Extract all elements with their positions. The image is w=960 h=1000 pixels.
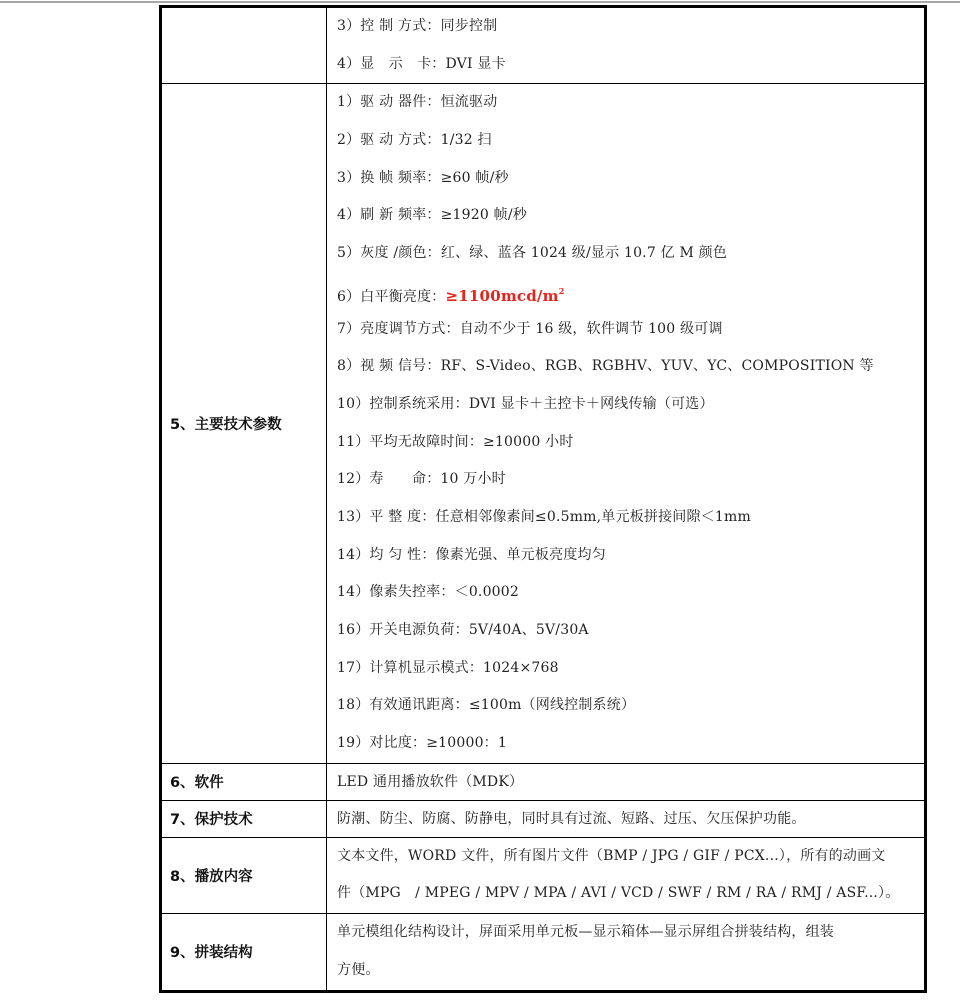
spec-line: 7）亮度调节方式：自动不少于 16 级，软件调节 100 级可调 [337,320,723,337]
spec-line: 方便。 [337,961,380,978]
spec-line: 14）均 匀 性：像素光强、单元板亮度均匀 [337,546,606,563]
superscript-exponent: 2 [558,285,565,296]
spec-line: 19）对比度：≥10000：1 [337,735,507,752]
row-value [327,84,926,763]
table-row [161,914,926,991]
row-label: 7、保护技术 [161,800,327,837]
spec-line: 17）计算机显示模式：1024×768 [337,659,559,676]
row-value [327,837,926,913]
table-row [161,837,926,913]
spec-line: 3）控 制 方式：同步控制 [337,18,498,34]
spec-line: 18）有效通讯距离：≤100m（网线控制系统） [337,697,636,714]
spec-line: 防潮、防尘、防腐、防静电，同时具有过流、短路、过压、欠压保护功能。 [337,810,806,827]
row-label: 8、播放内容 [161,837,327,913]
table-row [161,7,926,84]
spec-line: 8）视 频 信号：RF、S-Video、RGB、RGBHV、YUV、YC、COMPOSITION 等 [337,358,874,375]
table-row [161,800,926,837]
spec-line: 4）显 示 卡：DVI 显卡 [337,55,506,72]
spec-table [159,5,927,993]
spec-line: 2）驱 动 方式：1/32 扫 [337,132,492,149]
table-row [161,763,926,800]
spec-line-label: 6）白平衡亮度： [337,288,446,305]
spec-line-white-balance [337,273,918,311]
row-value [327,800,926,837]
row-value [327,763,926,800]
spec-line: 3）换 帧 频率：≥60 帧/秒 [337,169,509,186]
spec-line: 文本文件，WORD 文件，所有图片文件（BMP / JPG / GIF / PCX...），所有的动画文 [337,847,886,864]
spec-line: 16）开关电源负荷：5V/40A、5V/30A [337,622,589,638]
spec-line: 件（MPG / MPEG / MPV / MPA / AVI / VCD / SWF / RM / RA / RMJ / ASF...）。 [337,885,900,902]
highlighted-brightness-value: ≥1100mcd/m [445,286,559,305]
row-label [161,7,327,84]
spec-line: 10）控制系统采用：DVI 显卡＋主控卡＋网线传输（可选） [337,395,714,412]
row-label: 9、拼装结构 [161,914,327,991]
spec-line: 13）平 整 度：任意相邻像素间≤0.5mm,单元板拼接间隙＜1mm [337,508,751,525]
spec-line: 11）平均无故障时间：≥10000 小时 [337,433,574,450]
row-label: 6、软件 [161,763,327,800]
row-value [327,7,926,84]
spec-line: 1）驱 动 器件：恒流驱动 [337,94,498,111]
table-row [161,84,926,763]
spec-line: 单元模组化结构设计，屏面采用单元板—显示箱体—显示屏组合拼装结构，组装 [337,924,834,941]
row-value [327,914,926,991]
page-top-rule [0,1,960,3]
row-label: 5、主要技术参数 [161,84,327,763]
spec-line: 5）灰度 /颜色：红、绿、蓝各 1024 级/显示 10.7 亿 M 颜色 [337,245,728,262]
spec-line: LED 通用播放软件（MDK） [337,773,524,790]
spec-line: 12）寿 命：10 万小时 [337,471,506,488]
spec-line: 14）像素失控率：＜0.0002 [337,584,520,601]
spec-line: 4）刷 新 频率：≥1920 帧/秒 [337,207,527,224]
